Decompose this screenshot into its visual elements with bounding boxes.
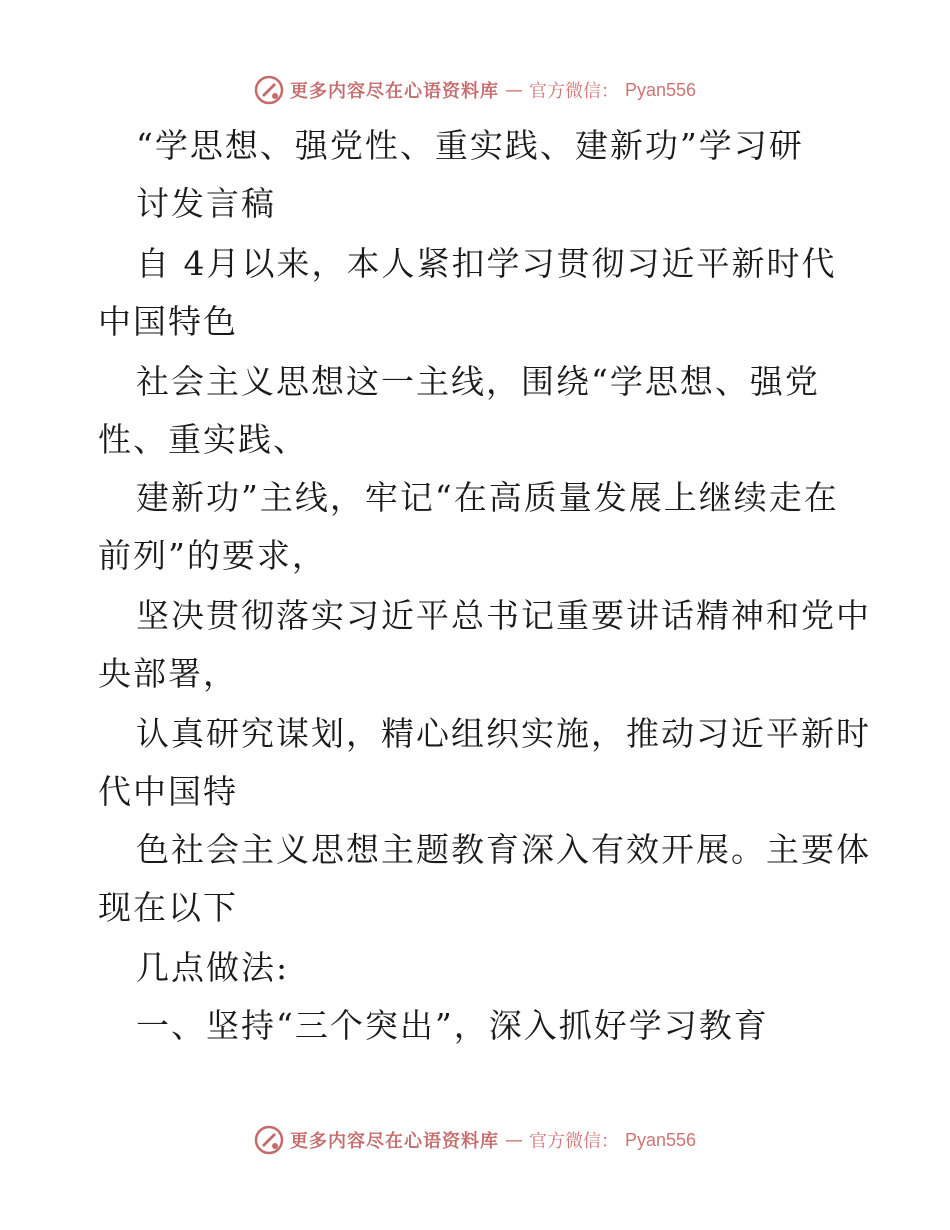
header-watermark-text: 更多内容尽在心语资料库 bbox=[289, 81, 499, 102]
doc-line: 认真研究谋划，精心组织实施，推动习近平新时 bbox=[136, 714, 871, 753]
header-watermark bbox=[0, 72, 950, 108]
header-wechat-id: Pyan556 bbox=[624, 79, 697, 100]
doc-line: 一、坚持“三个突出”，深入抓好学习教育 bbox=[136, 1006, 769, 1045]
doc-line: 几点做法: bbox=[136, 948, 290, 987]
doc-line: 中国特色 bbox=[98, 302, 238, 341]
footer-wechat-id: Pyan556 bbox=[624, 1129, 697, 1150]
seal-logo-icon bbox=[254, 75, 284, 105]
doc-line: 讨发言稿 bbox=[136, 184, 276, 223]
doc-line: 坚决贯彻落实习近平总书记重要讲话精神和党中 bbox=[136, 596, 871, 635]
footer-watermark-separator: — bbox=[504, 1129, 523, 1151]
doc-line: 央部署， bbox=[98, 654, 238, 693]
doc-line: 色社会主义思想主题教育深入有效开展。主要体 bbox=[136, 830, 871, 869]
footer-watermark-text: 更多内容尽在心语资料库 bbox=[289, 1131, 499, 1152]
doc-line: 建新功”主线，牢记“在高质量发展上继续走在 bbox=[136, 478, 839, 517]
doc-line: “学思想、强党性、重实践、建新功”学习研 bbox=[136, 126, 804, 165]
doc-line: 代中国特 bbox=[98, 772, 238, 811]
doc-line: 自 4月以来，本人紧扣学习贯彻习近平新时代 bbox=[136, 244, 837, 283]
doc-line: 前列”的要求， bbox=[98, 536, 327, 575]
footer-wechat-label: 官方微信： bbox=[528, 1131, 619, 1152]
header-watermark-separator: — bbox=[504, 79, 523, 101]
doc-line: 社会主义思想这一主线，围绕“学思想、强党 bbox=[136, 362, 820, 401]
header-wechat-label: 官方微信： bbox=[528, 81, 619, 102]
doc-line: 性、重实践、 bbox=[98, 420, 308, 459]
footer-watermark bbox=[0, 1122, 950, 1158]
seal-logo-icon bbox=[254, 1125, 284, 1155]
doc-line: 现在以下 bbox=[98, 888, 238, 927]
